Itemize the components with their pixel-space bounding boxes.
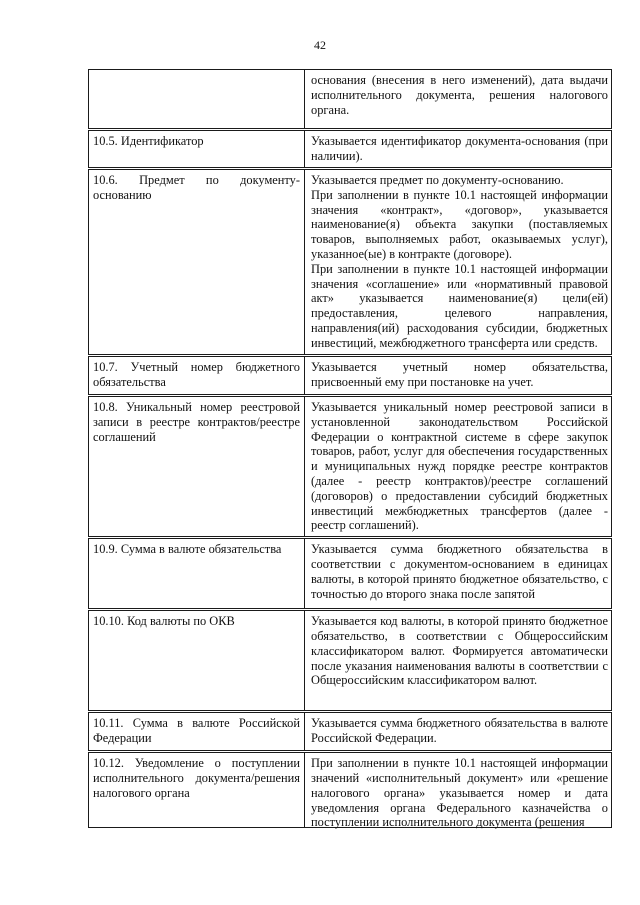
row-label: 10.5. Идентификатор [89, 130, 305, 169]
row-description [305, 752, 612, 828]
table-row [89, 610, 612, 712]
row-label: 10.9. Сумма в валюте обязательства [89, 538, 305, 610]
table-row [89, 169, 612, 356]
description-paragraph: При заполнении в пункте 10.1 настоящей информации значения «контракт», «договор», указывается наименование(я) объекта закупки (поставляемых товаров, выполняемых работ, оказываемых услуг), указанное(ые) в контракте (договоре). [311, 187, 608, 261]
table-row [89, 752, 612, 828]
table-row [89, 538, 612, 610]
description-paragraph: Указывается сумма бюджетного обязательства в соответствии с документом-основанием в единицах валюты, в которой принято бюджетное обязательство, с точностью до второго знака после запятой [311, 542, 608, 601]
row-description [305, 130, 612, 169]
row-label: 10.8. Уникальный номер реестровой записи в реестре контрактов/реестре соглашений [89, 396, 305, 538]
requirements-table [88, 69, 612, 828]
description-paragraph: Указывается код валюты, в которой принято бюджетное обязательство, в соответствии с Общероссийским классификатором валют. Формируется автоматически после указания наименования валюты в соответствии с Общероссийским классификатором валют. [311, 614, 608, 688]
description-paragraph: Указывается учетный номер обязательства, присвоенный ему при постановке на учет. [311, 360, 608, 389]
description-paragraph: Указывается сумма бюджетного обязательства в валюте Российской Федерации. [311, 716, 608, 745]
row-label: 10.6. Предмет по документу-основанию [89, 169, 305, 356]
description-paragraph: При заполнении в пункте 10.1 настоящей информации значения «соглашение» или «нормативный правовой акт» указывается наименование(я) цели(ей) предоставления, целевого направления, направления(ий) расходования субсидии, бюджетных инвестиций, межбюджетного трансферта или средств. [311, 261, 608, 350]
page-number: 42 [314, 38, 326, 52]
table-row [89, 130, 612, 169]
row-description [305, 356, 612, 396]
row-label: 10.12. Уведомление о поступлении исполнительного документа/решения налогового органа [89, 752, 305, 828]
table-row [89, 70, 612, 130]
row-label: 10.10. Код валюты по ОКВ [89, 610, 305, 712]
table-row [89, 712, 612, 752]
row-description [305, 396, 612, 538]
row-label [89, 70, 305, 130]
row-label: 10.11. Сумма в валюте Российской Федерации [89, 712, 305, 752]
description-paragraph: Указывается уникальный номер реестровой записи в установленной законодательством Российской Федерации о контрактной системе в сфере закупок товаров, работ, услуг для обеспечения государственных и муниципальных нужд порядке реестре контрактов (далее - реестр контрактов)/реестре соглашений (договоров) о предоставлении субсидий бюджетных инвестиций межбюджетных трансфертов (далее - реестр соглашений). [311, 400, 608, 533]
description-paragraph: Указывается предмет по документу-основанию. [311, 173, 564, 187]
row-description [305, 610, 612, 712]
row-description [305, 70, 612, 130]
row-label: 10.7. Учетный номер бюджетного обязательства [89, 356, 305, 396]
row-description [305, 169, 612, 356]
description-paragraph: Указывается идентификатор документа-основания (при наличии). [311, 134, 608, 163]
table-row [89, 356, 612, 396]
description-paragraph: основания (внесения в него изменений), дата выдачи исполнительного документа, решения налогового органа. [311, 73, 608, 117]
description-paragraph: При заполнении в пункте 10.1 настоящей информации значений «исполнительный документ» или «решение налогового органа» указывается номер и дата уведомления органа Федерального казначейства о поступлении исполнительного документа (решения [311, 756, 608, 830]
table-row [89, 396, 612, 538]
row-description [305, 712, 612, 752]
row-description [305, 538, 612, 610]
